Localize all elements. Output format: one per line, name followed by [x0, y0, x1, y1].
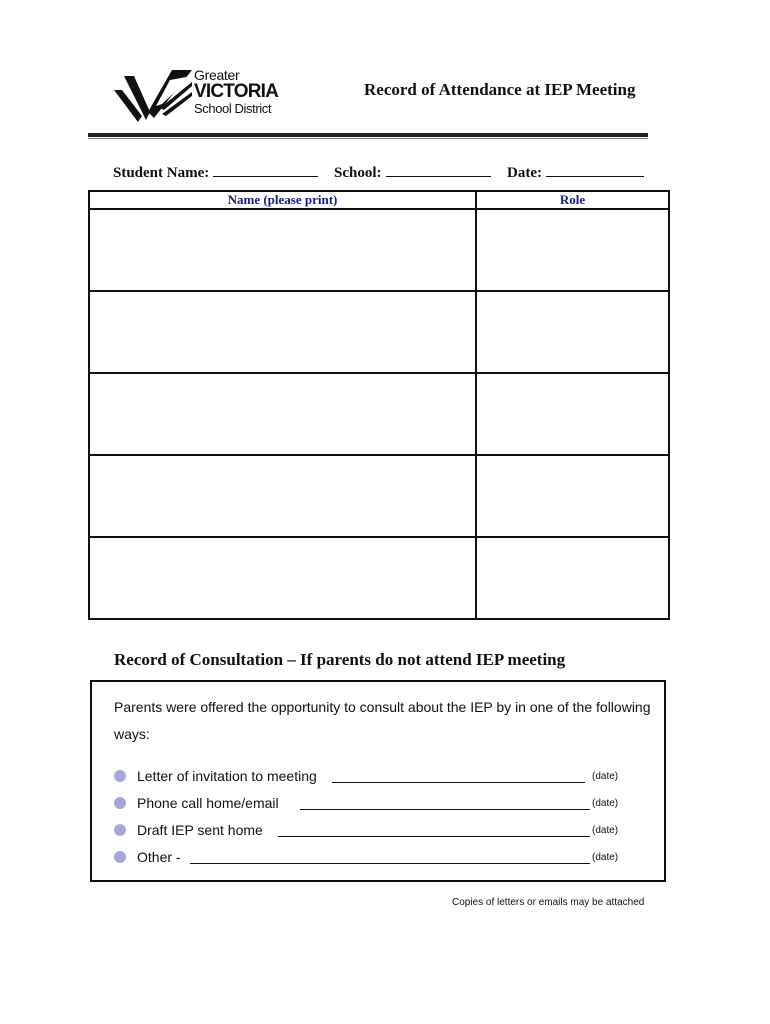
option-label: Other -: [137, 849, 181, 865]
header-divider-thick: [88, 133, 648, 137]
bullet-icon: [114, 797, 126, 809]
attendance-header-row: [89, 191, 669, 209]
school-line[interactable]: [386, 162, 491, 177]
role-cell[interactable]: [476, 209, 669, 291]
role-cell[interactable]: [476, 455, 669, 537]
header-divider-thin: [88, 138, 648, 139]
bullet-icon: [114, 851, 126, 863]
document-title: Record of Attendance at IEP Meeting: [364, 80, 636, 99]
option-date-line[interactable]: [332, 782, 585, 783]
name-cell[interactable]: [89, 455, 476, 537]
role-cell[interactable]: [476, 537, 669, 619]
logo-line-school-district: School District: [194, 101, 272, 116]
name-cell[interactable]: [89, 537, 476, 619]
logo-line-victoria: VICTORIA: [194, 81, 279, 102]
consultation-intro: Parents were offered the opportunity to consult about the IEP by in one of the following ways:: [114, 699, 651, 742]
name-column-header: Name (please print): [89, 191, 476, 209]
school-label: School:: [334, 165, 382, 181]
option-date-line[interactable]: [190, 863, 590, 864]
option-date-hint: (date): [592, 771, 619, 782]
school-field[interactable]: [334, 162, 491, 182]
role-cell[interactable]: [476, 291, 669, 373]
bullet-icon: [114, 770, 126, 782]
date-label: Date:: [507, 165, 542, 181]
logo-line-greater: Greater: [194, 67, 240, 83]
name-cell[interactable]: [89, 291, 476, 373]
option-date-hint: (date): [592, 852, 619, 863]
table-row: [89, 291, 669, 373]
table-row: [89, 209, 669, 291]
logo-wordmark: [194, 68, 278, 115]
consultation-box: [90, 680, 666, 882]
option-label: Phone call home/email: [137, 795, 279, 811]
attendance-table: [88, 190, 670, 620]
bullet-icon: [114, 824, 126, 836]
role-cell[interactable]: [476, 373, 669, 455]
student-name-line[interactable]: [213, 162, 318, 177]
option-date-hint: (date): [592, 825, 619, 836]
option-date-line[interactable]: [278, 836, 590, 837]
date-line[interactable]: [546, 162, 644, 177]
school-district-logo: [112, 68, 287, 124]
option-label: Letter of invitation to meeting: [137, 768, 317, 784]
table-row: [89, 537, 669, 619]
student-name-field[interactable]: [113, 162, 318, 182]
option-date-line[interactable]: [300, 809, 590, 810]
name-cell[interactable]: [89, 209, 476, 291]
consultation-title: Record of Consultation – If parents do not attend IEP meeting: [114, 650, 566, 669]
student-name-label: Student Name:: [113, 165, 210, 181]
date-field[interactable]: [507, 162, 644, 182]
option-label: Draft IEP sent home: [137, 822, 263, 838]
victoria-v-logo-icon: [112, 68, 194, 124]
attachment-footnote: Copies of letters or emails may be attached: [452, 897, 645, 908]
role-column-header: Role: [476, 191, 669, 209]
name-cell[interactable]: [89, 373, 476, 455]
option-date-hint: (date): [592, 798, 619, 809]
table-row: [89, 373, 669, 455]
table-row: [89, 455, 669, 537]
